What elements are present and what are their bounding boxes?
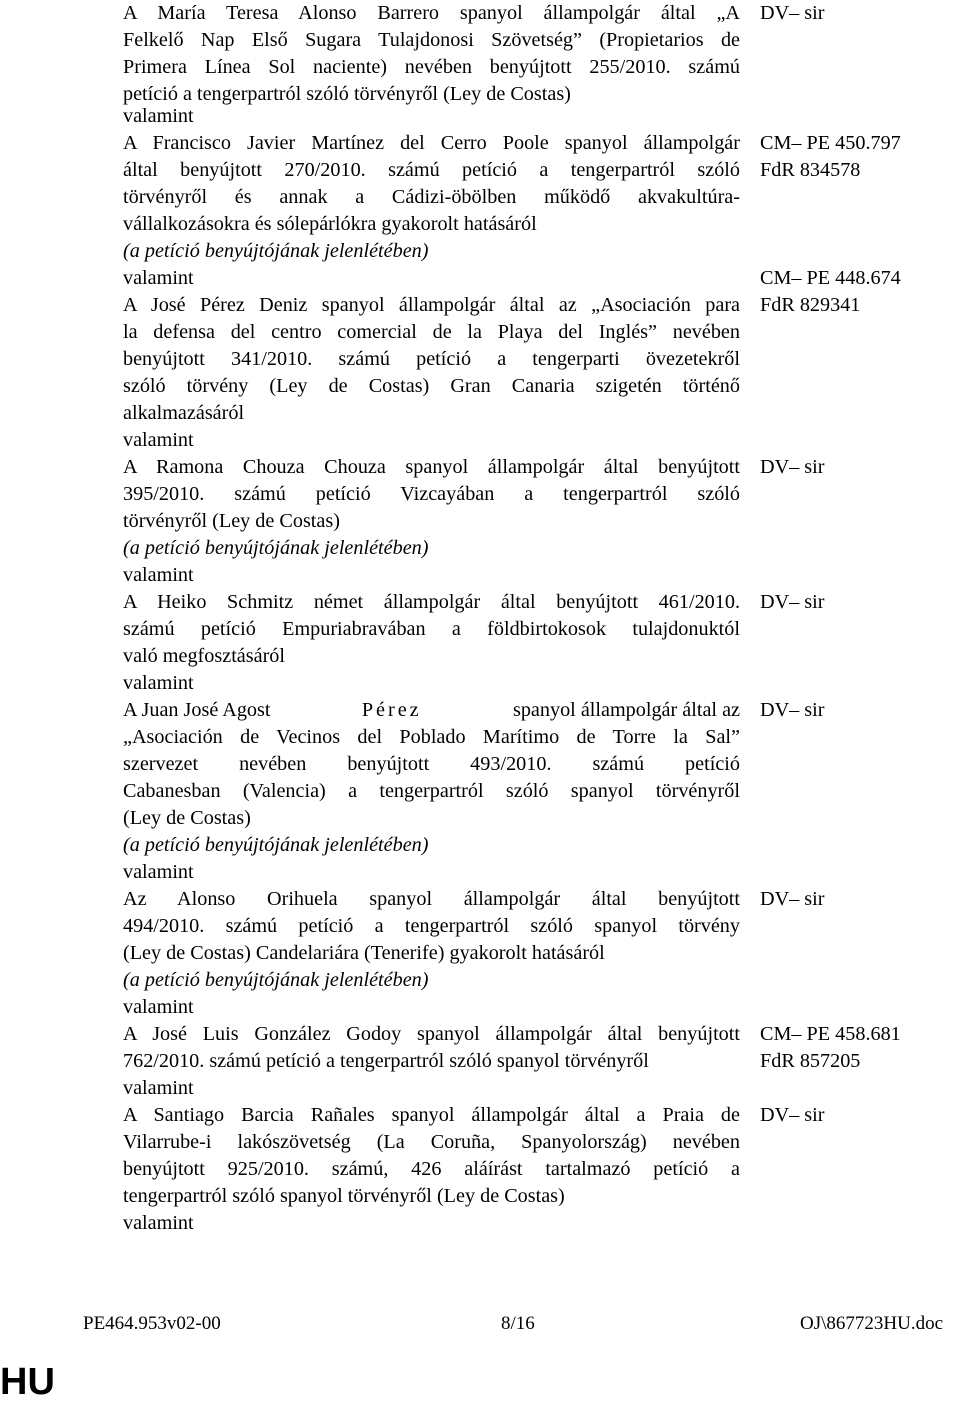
reference-line: DV– sir bbox=[760, 591, 825, 613]
text-line: számú petíció Empuriabravában a földbirtokosok tulajdonuktól bbox=[123, 618, 740, 640]
reference-line: CM– PE 458.681 bbox=[760, 1023, 901, 1045]
text-line: Felkelő Nap Első Sugara Tulajdonosi Szövetség” (Propietarios de bbox=[123, 29, 740, 51]
text-line: (Ley de Costas) bbox=[123, 807, 251, 829]
petition-reference bbox=[760, 265, 960, 319]
petition-text bbox=[123, 130, 740, 238]
text-line: törvényről és annak a Cádizi-öbölben működő akvakultúra- bbox=[123, 186, 740, 208]
text-line: Vilarrube-i lakószövetség (La Coruña, Spanyolország) nevében bbox=[123, 1131, 740, 1153]
petition-text bbox=[123, 1021, 740, 1075]
petition-text bbox=[123, 0, 740, 108]
text-line: szóló törvény (Ley de Costas) Gran Canaria szigetén történő bbox=[123, 375, 740, 397]
reference-line: CM– PE 448.674 bbox=[760, 267, 901, 289]
petition-reference bbox=[760, 697, 960, 724]
text-line: vállalkozásokra és sólepárlókra gyakorolt hatásáról bbox=[123, 213, 537, 235]
text-line: A José Luis González Godoy spanyol állampolgár által benyújtott bbox=[123, 1023, 740, 1045]
text-line: Primera Línea Sol naciente) nevében benyújtott 255/2010. számú bbox=[123, 56, 740, 78]
reference-line: DV– sir bbox=[760, 456, 825, 478]
text-line: A Heiko Schmitz német állampolgár által benyújtott 461/2010. bbox=[123, 591, 740, 613]
text-line: valamint bbox=[123, 267, 194, 289]
text-line: valamint bbox=[123, 564, 194, 586]
text-line: tengerpartról szóló spanyol törvényről (Ley de Costas) bbox=[123, 1185, 565, 1207]
text-line: által benyújtott 270/2010. számú petíció a tengerpartról szóló bbox=[123, 159, 740, 181]
footer-doc-name: OJ\867723HU.doc bbox=[800, 1313, 944, 1334]
text-line: valamint bbox=[123, 1077, 194, 1099]
petition-reference bbox=[760, 1021, 960, 1075]
text-line: (a petíció benyújtójának jelenlétében) bbox=[123, 240, 429, 262]
text-line: petíció a tengerpartról szóló törvényről (Ley de Costas) bbox=[123, 83, 571, 105]
text-line: törvényről (Ley de Costas) bbox=[123, 510, 340, 532]
text-line: alkalmazásáról bbox=[123, 402, 245, 424]
petition-text bbox=[123, 886, 740, 967]
text-line: „Asociación de Vecinos del Poblado Marítimo de Torre la Sal” bbox=[123, 726, 740, 748]
reference-line: FdR 834578 bbox=[760, 159, 861, 181]
text-line: 494/2010. számú petíció a tengerpartról szóló spanyol törvény bbox=[123, 915, 740, 937]
text-line: 762/2010. számú petíció a tengerpartról szóló spanyol törvényről bbox=[123, 1050, 649, 1072]
petition-reference bbox=[760, 886, 960, 913]
text-line: (a petíció benyújtójának jelenlétében) bbox=[123, 537, 429, 559]
text-line: valamint bbox=[123, 996, 194, 1018]
petition-reference bbox=[760, 130, 960, 184]
text-line: szervezet nevében benyújtott 493/2010. számú petíció bbox=[123, 753, 740, 775]
footer-page-number: 8/16 bbox=[501, 1313, 535, 1334]
text-line: (a petíció benyújtójának jelenlétében) bbox=[123, 969, 429, 991]
text-line: A María Teresa Alonso Barrero spanyol állampolgár által „A bbox=[123, 2, 740, 24]
text-line: való megfosztásáról bbox=[123, 645, 286, 667]
reference-line: DV– sir bbox=[760, 888, 825, 910]
text-fragment: spanyol állampolgár által az bbox=[512, 699, 740, 721]
text-line: A Santiago Barcia Rañales spanyol állampolgár által a Praia de bbox=[123, 1104, 740, 1126]
text-line: valamint bbox=[123, 429, 194, 451]
text-line: benyújtott 925/2010. számú, 426 aláírást tartalmazó petíció a bbox=[123, 1158, 740, 1180]
text-fragment: Pérez bbox=[361, 699, 422, 721]
petition-reference bbox=[760, 454, 960, 481]
footer-reference: PE464.953v02-00 bbox=[83, 1313, 221, 1334]
reference-line: DV– sir bbox=[760, 699, 825, 721]
text-line: (Ley de Costas) Candelariára (Tenerife) gyakorolt hatásáról bbox=[123, 942, 605, 964]
petition-text bbox=[123, 292, 740, 427]
text-line: A José Pérez Deniz spanyol állampolgár által az „Asociación para bbox=[123, 294, 740, 316]
petition-text bbox=[123, 1102, 740, 1210]
reference-line: CM– PE 450.797 bbox=[760, 132, 901, 154]
text-line: (a petíció benyújtójának jelenlétében) bbox=[123, 834, 429, 856]
petition-reference bbox=[760, 589, 960, 616]
text-line: Cabanesban (Valencia) a tengerpartról szóló spanyol törvényről bbox=[123, 780, 740, 802]
text-line: valamint bbox=[123, 861, 194, 883]
text-line: A Ramona Chouza Chouza spanyol állampolgár által benyújtott bbox=[123, 456, 740, 478]
reference-line: FdR 857205 bbox=[760, 1050, 861, 1072]
text-line: valamint bbox=[123, 105, 194, 127]
text-line: la defensa del centro comercial de la Playa del Inglés” nevében bbox=[123, 321, 740, 343]
text-fragment: A Juan José Agost bbox=[123, 699, 271, 721]
reference-line: FdR 829341 bbox=[760, 294, 861, 316]
petition-reference bbox=[760, 1102, 960, 1129]
text-line: valamint bbox=[123, 1212, 194, 1234]
petition-reference bbox=[760, 0, 960, 27]
reference-line: DV– sir bbox=[760, 2, 825, 24]
petition-text bbox=[123, 589, 740, 670]
text-line: 395/2010. számú petíció Vizcayában a tengerpartról szóló bbox=[123, 483, 740, 505]
petition-text bbox=[123, 454, 740, 535]
reference-line: DV– sir bbox=[760, 1104, 825, 1126]
text-line bbox=[123, 697, 740, 724]
text-line: benyújtott 341/2010. számú petíció a tengerparti övezetekről bbox=[123, 348, 740, 370]
petition-text bbox=[123, 697, 740, 832]
text-line: valamint bbox=[123, 672, 194, 694]
footer-language-code: HU bbox=[0, 1361, 55, 1403]
text-line: Az Alonso Orihuela spanyol állampolgár által benyújtott bbox=[123, 888, 740, 910]
text-line: A Francisco Javier Martínez del Cerro Poole spanyol állampolgár bbox=[123, 132, 740, 154]
